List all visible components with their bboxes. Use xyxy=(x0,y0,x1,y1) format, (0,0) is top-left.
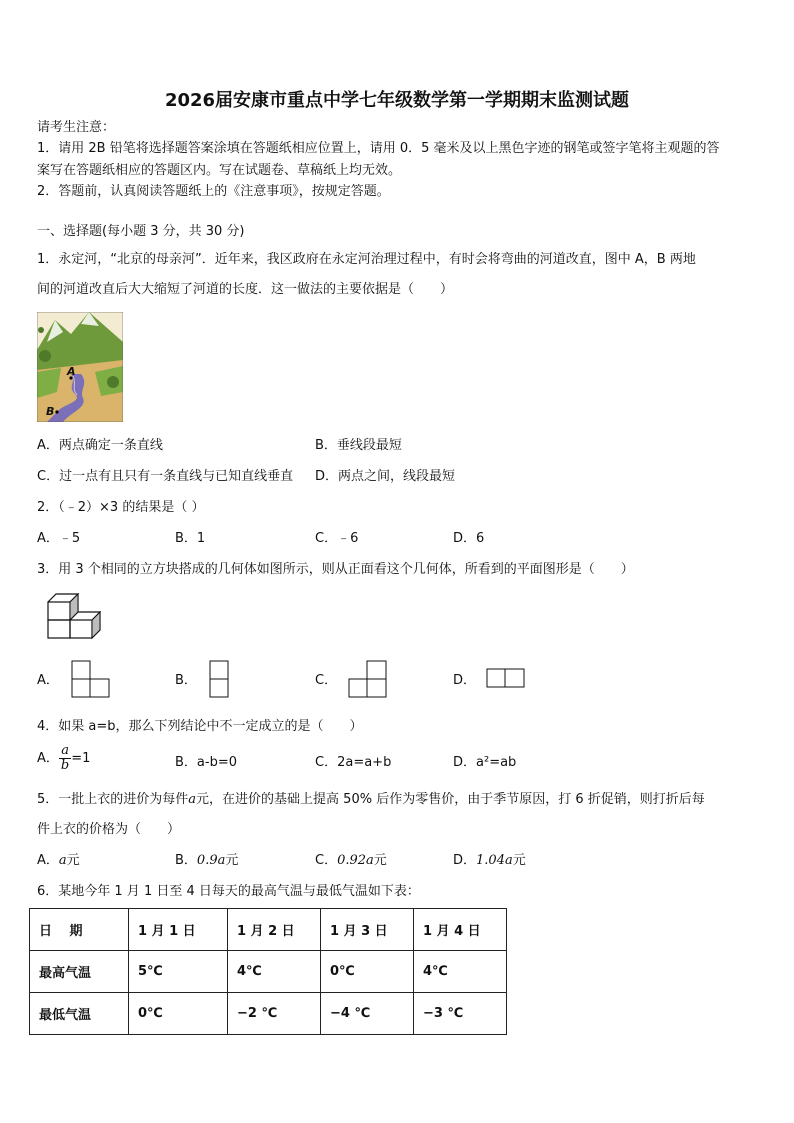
q5-option-a-value: a xyxy=(58,853,67,868)
q5-option-d-label: D． xyxy=(453,853,477,868)
q4-option-b: B．a-b=0 xyxy=(175,755,237,770)
q3-option-c: C． xyxy=(315,673,338,688)
q5-option-b-unit: 元 xyxy=(225,853,239,868)
notice-item-1-line-2: 案写在答题纸相应的答题区内。写在试题卷、草稿纸上均无效。 xyxy=(37,163,402,178)
table-cell: −2 ℃ xyxy=(228,993,321,1035)
notice-item-2: 2．答题前，认真阅读答题纸上的《注意事项》，按规定答题。 xyxy=(37,184,390,199)
q4-option-c: C．2a=a+b xyxy=(315,755,392,770)
table-cell: 1 月 3 日 xyxy=(321,909,414,951)
q3-option-a-figure xyxy=(71,660,111,702)
q5-stem-line-1 xyxy=(37,791,705,809)
temperature-table xyxy=(29,908,507,1035)
q5-option-c-unit: 元 xyxy=(373,853,387,868)
notice-item-1-line-1: 1．请用 2B 铅笔将选择题答案涂填在答题纸相应位置上，请用 0．5 毫米及以上黑色字迹的钢笔或签字笔将主观题的答 xyxy=(37,141,720,156)
q5-option-d-unit: 元 xyxy=(512,853,526,868)
q3-option-b-figure xyxy=(209,660,230,702)
table-cell: −4 ℃ xyxy=(321,993,414,1035)
q3-option-d-figure xyxy=(486,668,526,693)
q2-option-d: D．6 xyxy=(453,531,485,546)
q2-option-c: C．﹣6 xyxy=(315,531,359,546)
table-cell: 1 月 4 日 xyxy=(414,909,507,951)
fraction-numerator: a xyxy=(59,744,71,759)
river-illustration xyxy=(37,312,123,422)
table-cell: 日 期 xyxy=(30,909,129,951)
table-cell: −3 ℃ xyxy=(414,993,507,1035)
q4-option-d: D．a²=ab xyxy=(453,755,517,770)
q5-option-a-label: A． xyxy=(37,853,59,868)
q5-option-a-unit: 元 xyxy=(66,853,80,868)
q5-option-b-value: 0.9a xyxy=(196,853,226,868)
q5-option-d xyxy=(453,852,526,870)
table-cell: 1 月 2 日 xyxy=(228,909,321,951)
q1-option-a: A．两点确定一条直线 xyxy=(37,438,163,453)
q5-option-c-value: 0.92a xyxy=(337,853,374,868)
table-cell: 最低气温 xyxy=(30,993,129,1035)
table-row xyxy=(30,993,507,1035)
table-cell: 0℃ xyxy=(129,993,228,1035)
point-b-label: B xyxy=(46,405,55,418)
q1-stem-line-2: 间的河道改直后大大缩短了河道的长度．这一做法的主要依据是（ ） xyxy=(37,282,454,297)
q3-option-d: D． xyxy=(453,673,477,688)
q4-stem: 4．如果 a=b，那么下列结论中不一定成立的是（ ） xyxy=(37,719,363,734)
q3-option-a: A． xyxy=(37,673,59,688)
q1-stem-line-1: 1．永定河，“北京的母亲河”．近年来，我区政府在永定河治理过程中，有时会将弯曲的河道改直，图中 A，B 两地 xyxy=(37,252,696,267)
table-cell: 1 月 1 日 xyxy=(129,909,228,951)
q5-option-a xyxy=(37,852,80,870)
cube-solid-figure xyxy=(45,590,101,642)
q4-option-a-tail: =1 xyxy=(71,750,91,766)
q5-stem-variable: a xyxy=(188,792,197,807)
q3-option-c-figure xyxy=(348,660,388,702)
q5-option-b xyxy=(175,852,238,870)
q5-stem-part-1: 5．一批上衣的进价为每件 xyxy=(37,792,189,807)
q2-option-b: B．1 xyxy=(175,531,206,546)
q4-option-a-fraction xyxy=(59,744,71,773)
q2-stem: 2．（﹣2）×3 的结果是（ ） xyxy=(37,500,205,515)
q3-stem: 3．用 3 个相同的立方块搭成的几何体如图所示，则从正面看这个几何体，所看到的平面图形是（ ） xyxy=(37,562,634,577)
section-heading: 一、选择题(每小题 3 分，共 30 分) xyxy=(37,224,245,239)
q5-option-d-value: 1.04a xyxy=(476,853,513,868)
q2-option-a: A．﹣5 xyxy=(37,531,81,546)
table-cell: 4℃ xyxy=(414,951,507,993)
page-title: 2026届安康市重点中学七年级数学第一学期期末监测试题 xyxy=(164,90,630,111)
q5-stem-line-2: 件上衣的价格为（ ） xyxy=(37,822,181,837)
notice-heading: 请考生注意： xyxy=(37,120,116,135)
q5-option-c-label: C． xyxy=(315,853,338,868)
table-cell: 4℃ xyxy=(228,951,321,993)
table-cell: 0℃ xyxy=(321,951,414,993)
table-cell: 5℃ xyxy=(129,951,228,993)
q5-stem-part-2: 元，在进价的基础上提高 50% 后作为零售价，由于季节原因，打 6 折促销，则打折后每 xyxy=(196,792,705,807)
table-header-row xyxy=(30,909,507,951)
table-cell: 最高气温 xyxy=(30,951,129,993)
fraction-denominator: b xyxy=(60,758,70,773)
point-a-label: A xyxy=(67,365,76,378)
q1-option-c: C．过一点有且只有一条直线与已知直线垂直 xyxy=(37,469,294,484)
q6-stem: 6．某地今年 1 月 1 日至 4 日每天的最高气温与最低气温如下表： xyxy=(37,884,420,899)
q3-option-b: B． xyxy=(175,673,197,688)
q1-option-b: B．垂线段最短 xyxy=(315,438,402,453)
table-row xyxy=(30,951,507,993)
q4-option-a-label: A． xyxy=(37,750,59,766)
q1-option-d: D．两点之间，线段最短 xyxy=(315,469,456,484)
q4-option-a xyxy=(37,744,90,773)
q5-option-c xyxy=(315,852,387,870)
q5-option-b-label: B． xyxy=(175,853,197,868)
